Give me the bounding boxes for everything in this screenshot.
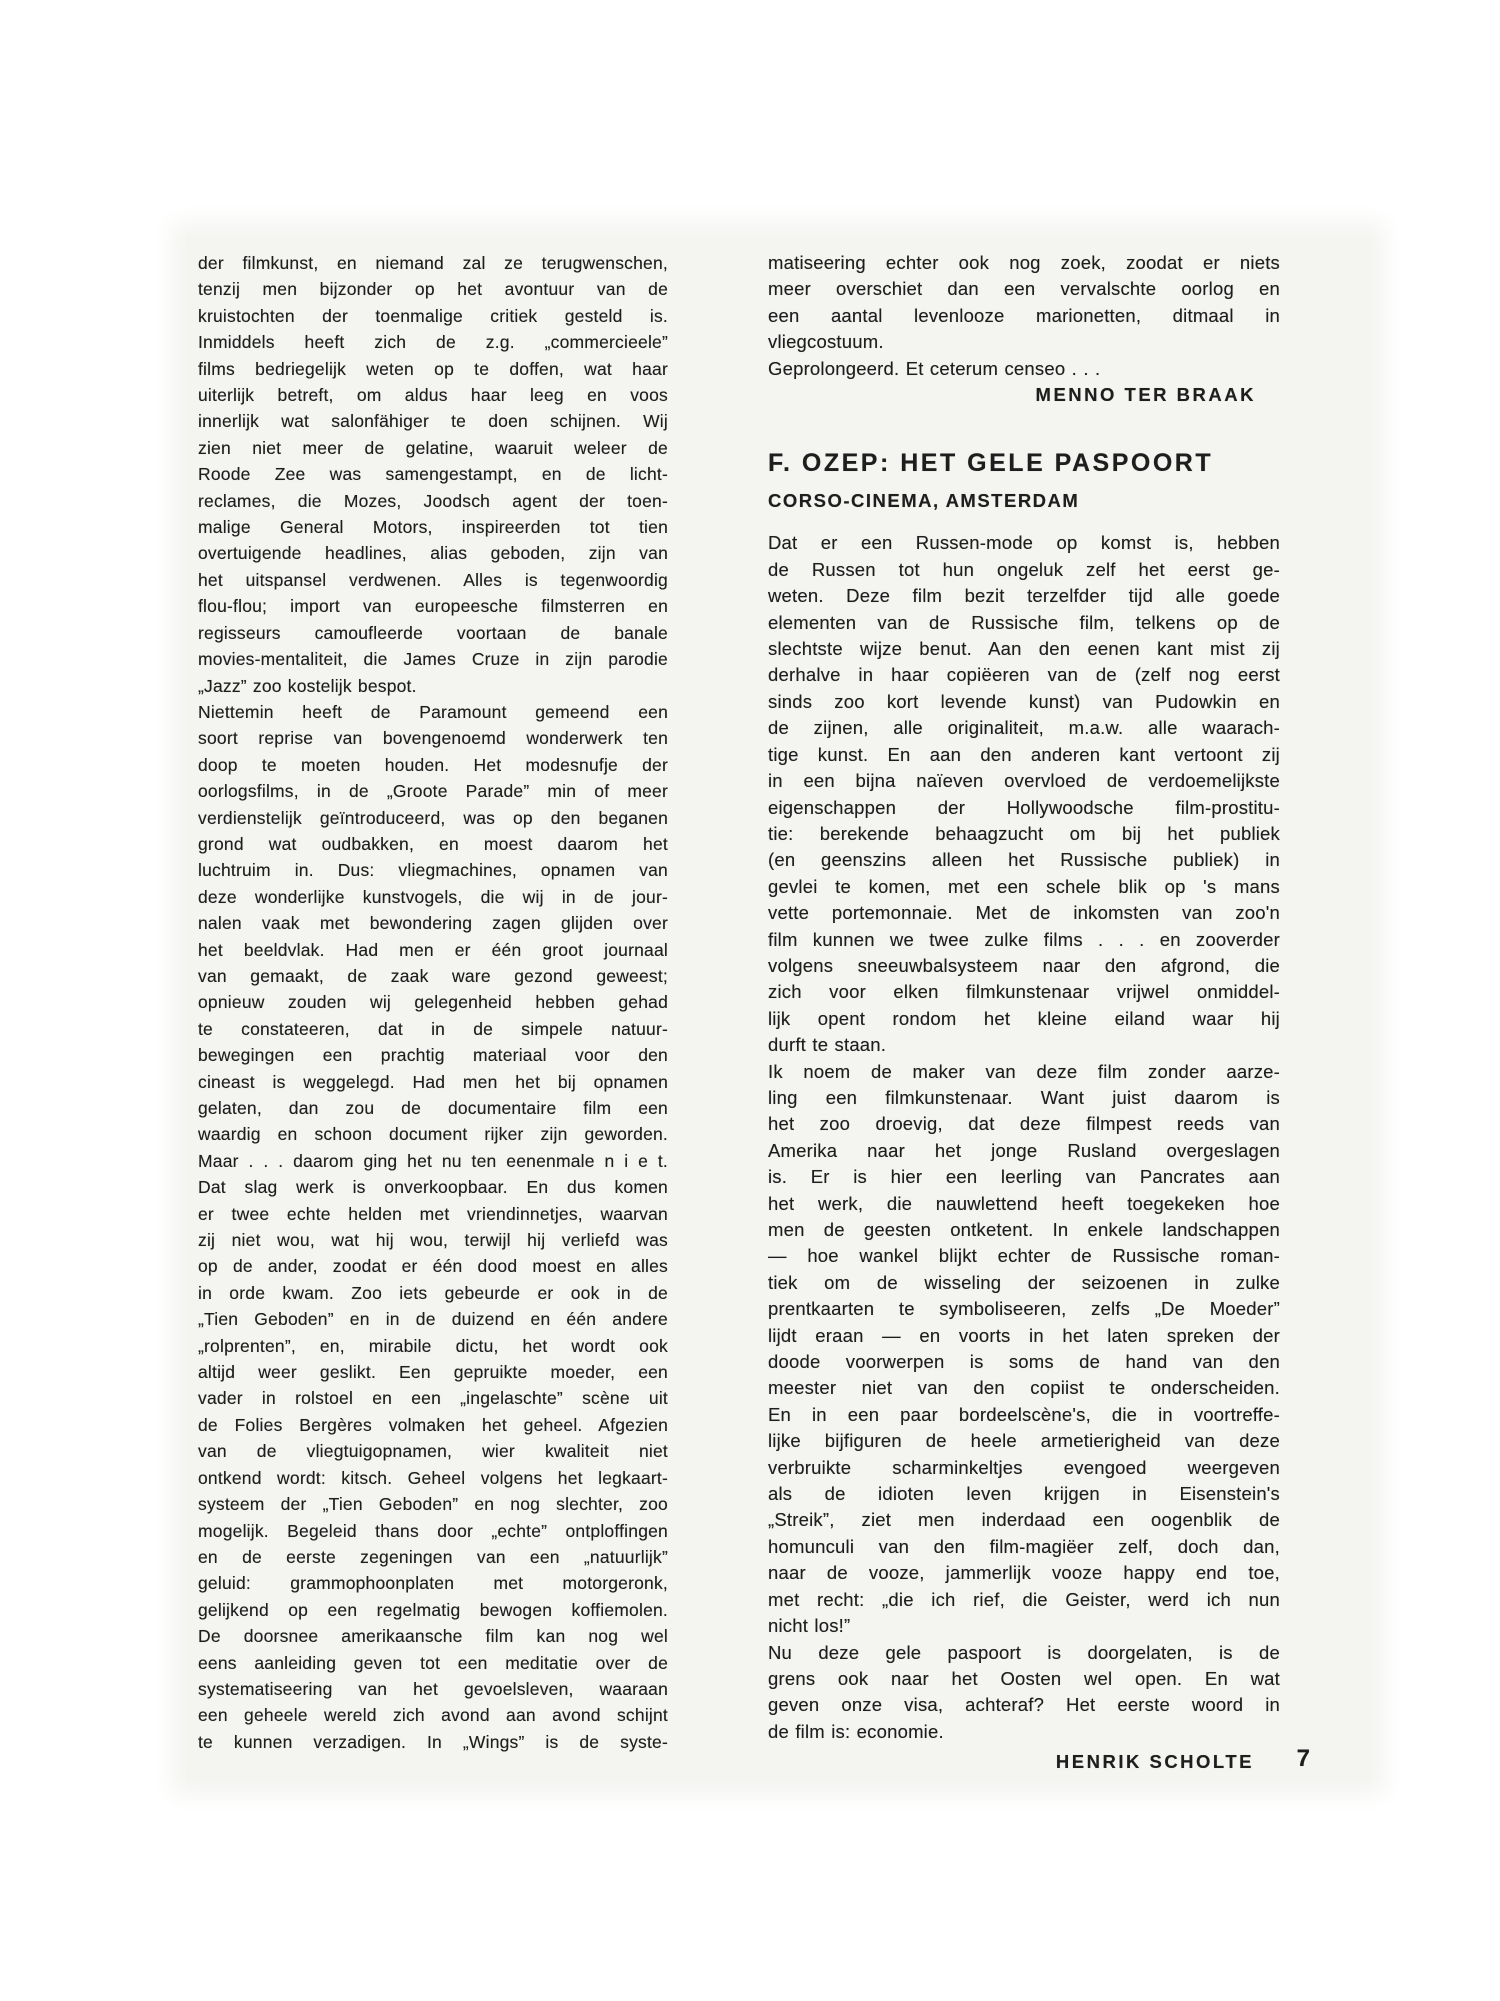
text-line: (en geenszins alleen het Russische publiek) in bbox=[768, 849, 1280, 871]
text-line: een aantal levenlooze marionetten, ditmaal in bbox=[768, 304, 1280, 326]
text-line: soort reprise van bovengenoemd wonderwerk ten bbox=[198, 728, 668, 749]
text-line: weten. Deze film bezit terzelfder tijd alle goede bbox=[768, 585, 1280, 607]
text-line: vette portemonnaie. Met de inkomsten van zoo'n bbox=[768, 902, 1280, 924]
text-line: der filmkunst, en niemand zal ze terugwenschen, bbox=[198, 253, 668, 273]
text-line: overtuigende headlines, alias geboden, zijn van bbox=[198, 543, 668, 564]
text-line: derhalve in haar copiëeren van de (zelf nog eerst bbox=[768, 664, 1280, 686]
text-line: als de idioten leven krijgen in Eisenstein's bbox=[768, 1483, 1280, 1505]
left-text-column bbox=[198, 250, 668, 1755]
text-line: het uitspansel verdwenen. Alles is tegenwoordig bbox=[198, 569, 668, 590]
text-line: te kunnen verzadigen. In „Wings” is de syste- bbox=[198, 1731, 668, 1752]
text-line: meer overschiet dan een vervalschte oorlog en bbox=[768, 278, 1280, 300]
text-line: ontkend wordt: kitsch. Geheel volgens het legkaart- bbox=[198, 1467, 668, 1488]
text-line: is. Er is hier een leerling van Pancrates aan bbox=[768, 1166, 1280, 1188]
author-name: MENNO TER BRAAK bbox=[1035, 384, 1256, 406]
text-line: matiseering echter ook nog zoek, zoodat er niets bbox=[768, 252, 1280, 273]
text-line: tie: berekende behaagzucht om bij het publiek bbox=[768, 822, 1280, 844]
text-line: prentkaarten te symboliseeren, zelfs „De Moeder” bbox=[768, 1298, 1280, 1320]
text-line: luchtruim in. Dus: vliegmachines, opnamen van bbox=[198, 860, 668, 881]
text-line: er twee echte helden met vriendinnetjes, waarvan bbox=[198, 1203, 668, 1224]
text-line: het zoo droevig, dat deze filmpest reeds van bbox=[768, 1113, 1280, 1135]
text-line: op de ander, zoodat er één dood moest en alles bbox=[198, 1256, 668, 1277]
author-signature bbox=[768, 1745, 1310, 1775]
text-line: gevlei te komen, met een schele blik op 's mans bbox=[768, 875, 1280, 897]
text-line: meester niet van den copiist te onderscheiden. bbox=[768, 1377, 1280, 1399]
text-line: „rolprenten”, en, mirabile dictu, het wordt ook bbox=[198, 1335, 668, 1356]
text-line: doop te moeten houden. Het modesnufje der bbox=[198, 754, 668, 775]
text-line: De doorsnee amerikaansche film kan nog wel bbox=[198, 1626, 668, 1647]
text-line: flou-flou; import van europeesche filmsterren en bbox=[198, 596, 668, 617]
text-line: Inmiddels heeft zich de z.g. „commercieele” bbox=[198, 332, 668, 353]
text-line: altijd weer geslikt. Een gepruikte moeder, een bbox=[198, 1362, 668, 1383]
text-line: vader in rolstoel en een „ingelaschte” scène uit bbox=[198, 1388, 668, 1409]
text-line: kruistochten der toenmalige critiek gesteld is. bbox=[198, 305, 668, 326]
article-title: F. OZEP: HET GELE PASPOORT bbox=[768, 449, 1214, 478]
text-line: de Russen tot hun ongeluk zelf het eerst ge- bbox=[768, 558, 1280, 580]
text-line: een geheele wereld zich avond aan avond schijnt bbox=[198, 1705, 668, 1726]
text-line: mogelijk. Begeleid thans door „echte” ontploffingen bbox=[198, 1520, 668, 1541]
text-line: naar de vooze, jammerlijk vooze happy end toe, bbox=[768, 1562, 1280, 1584]
text-line: uiterlijk betreft, om aldus haar leeg en voos bbox=[198, 385, 668, 406]
text-line: „Tien Geboden” en in de duizend en één andere bbox=[198, 1309, 668, 1330]
text-line: zij niet wou, wat hij wou, terwijl hij verliefd was bbox=[198, 1230, 668, 1251]
text-line: En in een paar bordeelscène's, die in voortreffe- bbox=[768, 1403, 1280, 1425]
text-line: verdienstelijk geïntroduceerd, was op den beganen bbox=[198, 807, 668, 828]
text-line: tiek om de wisseling der seizoenen in zulke bbox=[768, 1271, 1280, 1293]
text-line: slechtste wijze benut. Aan den eenen kant mist zij bbox=[768, 638, 1280, 660]
text-line: het beeldvlak. Had men er één groot journaal bbox=[198, 939, 668, 960]
text-line: movies-mentaliteit, die James Cruze in zijn parodie bbox=[198, 649, 668, 670]
text-line: grens ook naar het Oosten wel open. En wat bbox=[768, 1667, 1280, 1689]
text-line: men de geesten ontketent. In enkele landschappen bbox=[768, 1219, 1280, 1240]
author-name: HENRIK SCHOLTE bbox=[1055, 1751, 1254, 1773]
text-line: homunculi van den film-magiëer zelf, doch dan, bbox=[768, 1535, 1280, 1557]
text-line: in een bijna naïeven overvloed de verdoemelijkste bbox=[768, 770, 1280, 792]
text-line: verbruikte scharminkeltjes evengoed weergeven bbox=[768, 1456, 1280, 1478]
text-line: nalen vaak met bewondering zagen glijden over bbox=[198, 913, 668, 934]
text-line: bewegingen een prachtig materiaal voor den bbox=[198, 1045, 668, 1066]
text-line: elementen van de Russische film, telkens op de bbox=[768, 611, 1280, 633]
text-line: „Jazz” zoo kostelijk bespot. bbox=[198, 675, 417, 696]
text-line: zien niet meer de gelatine, waaruit weleer de bbox=[198, 437, 668, 458]
text-line: oorlogsfilms, in de „Groote Parade” min of meer bbox=[198, 781, 668, 802]
text-line: te constateeren, dat in de simpele natuur- bbox=[198, 1018, 668, 1039]
text-line: eens aanleiding geven tot een meditatie over de bbox=[198, 1652, 668, 1673]
text-line: zich voor elken filmkunstenaar vrijwel onmiddel- bbox=[768, 981, 1280, 1003]
text-line: nicht los!” bbox=[768, 1615, 851, 1637]
text-line: reclames, die Mozes, Joodsch agent der toen- bbox=[198, 490, 668, 511]
text-line: durft te staan. bbox=[768, 1034, 887, 1056]
text-line: systeem der „Tien Geboden” en nog slechter, zoo bbox=[198, 1494, 668, 1515]
text-line: de film is: economie. bbox=[768, 1720, 944, 1742]
text-line: geven onze visa, achteraf? Het eerste woord in bbox=[768, 1694, 1280, 1716]
text-line: gelijkend op een regelmatig bewogen koffiemolen. bbox=[198, 1599, 668, 1620]
text-line: waardig en schoon document rijker zijn geworden. bbox=[198, 1124, 668, 1145]
text-line: film kunnen we twee zulke films . . . en zooverder bbox=[768, 928, 1280, 950]
text-line: vliegcostuum. bbox=[768, 331, 884, 353]
text-line: regisseurs camoufleerde voortaan de banale bbox=[198, 622, 668, 643]
page-number: 7 bbox=[1296, 1745, 1310, 1773]
text-line: volgens sneeuwbalsysteem naar den afgrond, die bbox=[768, 954, 1280, 976]
text-line: Dat er een Russen-mode op komst is, hebben bbox=[768, 532, 1280, 554]
text-line: van gemaakt, de zaak ware gezond geweest; bbox=[198, 965, 668, 986]
text-line: grond wat oudbakken, en moest daarom het bbox=[198, 833, 668, 854]
text-line: en de eerste zegeningen van een „natuurlijk” bbox=[198, 1546, 668, 1567]
text-line: „Streik”, ziet men inderdaad een oogenblik de bbox=[768, 1509, 1280, 1531]
text-line: tenzij men bijzonder op het avontuur van de bbox=[198, 279, 668, 300]
text-line: geluid: grammophoonplaten met motorgeronk, bbox=[198, 1573, 668, 1594]
text-line: lijdt eraan — en voorts in het laten spreken der bbox=[768, 1324, 1280, 1346]
text-line: malige General Motors, inspireerden tot tien bbox=[198, 517, 668, 538]
text-line: opnieuw zouden wij gelegenheid hebben gehad bbox=[198, 992, 668, 1013]
text-line: het werk, die nauwlettend heeft toegekeken hoe bbox=[768, 1192, 1280, 1214]
text-line: Maar . . . daarom ging het nu ten eenenmale n i e t. bbox=[198, 1150, 668, 1171]
text-line: Amerika naar het jonge Rusland overgeslagen bbox=[768, 1139, 1280, 1161]
text-line: eigenschappen der Hollywoodsche film-prostitu- bbox=[768, 796, 1280, 818]
text-line: ling een filmkunstenaar. Want juist daarom is bbox=[768, 1086, 1280, 1108]
text-line: van de vliegtuigopnamen, wier kwaliteit niet bbox=[198, 1441, 668, 1462]
text-line: tige kunst. En aan den anderen kant vertoont zij bbox=[768, 743, 1280, 765]
text-line: — hoe wankel blijkt echter de Russische roman- bbox=[768, 1245, 1280, 1267]
text-line: gelaten, dan zou de documentaire film een bbox=[198, 1098, 668, 1118]
text-line: systematiseering van het gevoelsleven, waaraan bbox=[198, 1678, 668, 1699]
text-line: Nu deze gele paspoort is doorgelaten, is de bbox=[768, 1641, 1280, 1663]
text-line: lijk opent rondom het kleine eiland waar hij bbox=[768, 1007, 1280, 1029]
text-line: in orde kwam. Zoo iets gebeurde er ook in de bbox=[198, 1282, 668, 1303]
text-line: cineast is weggelegd. Had men het bij opnamen bbox=[198, 1071, 668, 1092]
text-line: deze wonderlijke kunstvogels, die wij in de jour- bbox=[198, 886, 668, 907]
text-line: lijke bijfiguren de heele armetierigheid van deze bbox=[768, 1430, 1280, 1452]
text-line: sinds zoo kort levende kunst) van Pudowkin en bbox=[768, 690, 1280, 712]
text-line: Dat slag werk is onverkoopbaar. En dus komen bbox=[198, 1177, 668, 1198]
text-line: innerlijk wat salonfähiger te doen schijnen. Wij bbox=[198, 411, 668, 432]
right-text-column bbox=[768, 250, 1310, 1776]
text-line: Niettemin heeft de Paramount gemeend een bbox=[198, 701, 668, 722]
text-line: de Folies Bergères volmaken het geheel. Afgezien bbox=[198, 1414, 668, 1435]
text-line: met recht: „die ich rief, die Geister, werd ich nun bbox=[768, 1588, 1280, 1610]
text-line: films bedriegelijk weten op te doffen, wat haar bbox=[198, 358, 668, 379]
text-line: doode voorwerpen is soms de hand van den bbox=[768, 1351, 1280, 1373]
text-line: de zijnen, alle originaliteit, m.a.w. alle waarach- bbox=[768, 717, 1280, 739]
article-subtitle: CORSO-CINEMA, AMSTERDAM bbox=[768, 490, 1080, 512]
text-line: Roode Zee was samengestampt, en de licht- bbox=[198, 464, 668, 485]
author-signature bbox=[768, 382, 1280, 408]
text-line: Geprolongeerd. Et ceterum censeo . . . bbox=[768, 357, 1101, 379]
text-line: Ik noem de maker van deze film zonder aarze- bbox=[768, 1060, 1280, 1082]
